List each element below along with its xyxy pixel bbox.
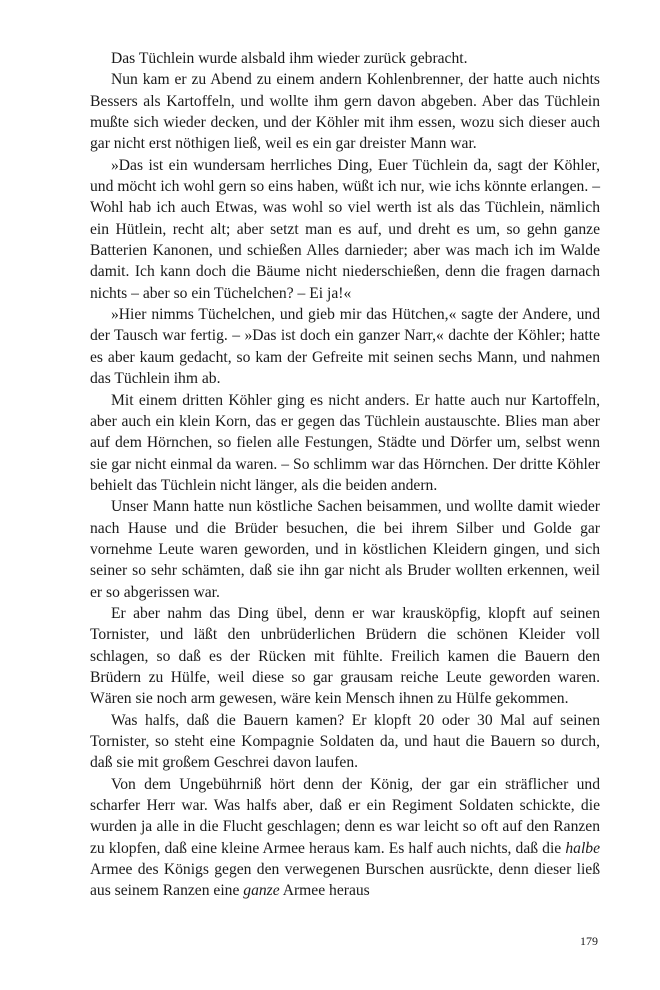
paragraph-1: Das Tüchlein wurde alsbald ihm wieder zurück gebracht. bbox=[111, 50, 468, 67]
emphasis-ganze: ganze bbox=[243, 882, 280, 900]
paragraph-9 bbox=[90, 774, 600, 902]
paragraph-8: Was halfs, daß die Bauern kamen? Er klopft 20 oder 30 Mal auf seinen Tornister, so steht eine Kompagnie Soldaten da, und haut die Bauern so durch, daß sie mit großem Geschrei davon laufen. bbox=[90, 711, 600, 772]
body-text bbox=[90, 48, 600, 902]
page-number: 179 bbox=[580, 934, 598, 948]
paragraph-3: »Das ist ein wundersam herrliches Ding, Euer Tüchlein da, sagt der Köhler, und möcht ich wohl gern so eins haben, wüßt ich nur, wie ichs könnte erlangen. – Wohl hab ich auch Etwas, was wohl so viel werth ist als das Tüchlein, nämlich ein Hütlein, recht alt; aber setzt man es auf, und dreht es um, so gehn ganze Batterien Kanonen, und schießen Alles darnieder; aber was mach ich im Walde damit. Ich kann doch die Bäume nicht niederschießen, denn die fragen darnach nichts – aber so ein Tüchelchen? – Ei ja!« bbox=[90, 156, 600, 302]
paragraph-9-part-1: Von dem Ungebührniß hört denn der König, der gar ein sträflicher und scharfer Herr war. Was halfs aber, daß er ein Regiment Soldaten schickte, die wurden ja alle in die Flucht geschlagen; denn es war leicht so oft auf den Ranzen zu klopfen, daß eine kleine Armee heraus kam. Es half auch nichts, daß die bbox=[90, 775, 600, 857]
paragraph-7: Er aber nahm das Ding übel, denn er war krausköpfig, klopft auf seinen Tornister, und läßt den unbrüderlichen Brüdern die schönen Kleider voll schlagen, so daß es der Rücken mit fühlte. Freilich kamen die Bauern den Brüdern zu Hülfe, weil diese so gar grausam reiche Leute geworden waren. Wären sie noch arm gewesen, wäre kein Mensch ihnen zu Hülfe gekommen. bbox=[90, 604, 600, 708]
paragraph-9-part-3: Armee heraus bbox=[279, 882, 370, 900]
paragraph-5: Mit einem dritten Köhler ging es nicht anders. Er hatte auch nur Kartoffeln, aber auch ein klein Korn, das er gegen das Tüchlein austauschte. Blies man aber auf dem Hörnchen, so fielen alle Festungen, Städte und Dörfer um, selbst wenn sie gar nicht einmal da waren. – So schlimm war das Hörnchen. Der dritte Köhler behielt das Tüchlein nicht länger, als die beiden andern. bbox=[90, 391, 600, 494]
paragraph-2: Nun kam er zu Abend zu einem andern Kohlenbrenner, der hatte auch nichts Bessers als Kartoffeln, und wollte ihm gern davon abgeben. Aber das Tüchlein mußte sich wieder decken, und der Köhler mit ihm essen, wozu sich dieser auch gar nicht erst nöthigen ließ, weil es ein gar dreister Mann war. bbox=[90, 71, 600, 153]
paragraph-4: »Hier nimms Tüchelchen, und gieb mir das Hütchen,« sagte der Andere, und der Tausch war fertig. – »Das ist doch ein ganzer Narr,« dachte der Köhler; hatte es aber kaum gedacht, so kam der Gefreite mit seinen sechs Mann, und nahmen das Tüchlein ihm ab. bbox=[90, 306, 600, 388]
paragraph-6: Unser Mann hatte nun köstliche Sachen beisammen, und wollte damit wieder nach Hause und die Brüder besuchen, die bei ihrem Silber und Golde gar vornehme Leute waren geworden, und in köstlichen Kleidern gingen, und sich seiner so sehr schämten, daß sie ihn gar nicht als Bruder wollten erkennen, weil er so abgerissen war. bbox=[90, 498, 600, 601]
paragraph-9-part-2: Armee des Königs gegen den verwegenen Burschen ausrückte, denn dieser ließ aus seinem Ranzen eine bbox=[90, 861, 600, 900]
emphasis-halbe: halbe bbox=[565, 839, 600, 857]
